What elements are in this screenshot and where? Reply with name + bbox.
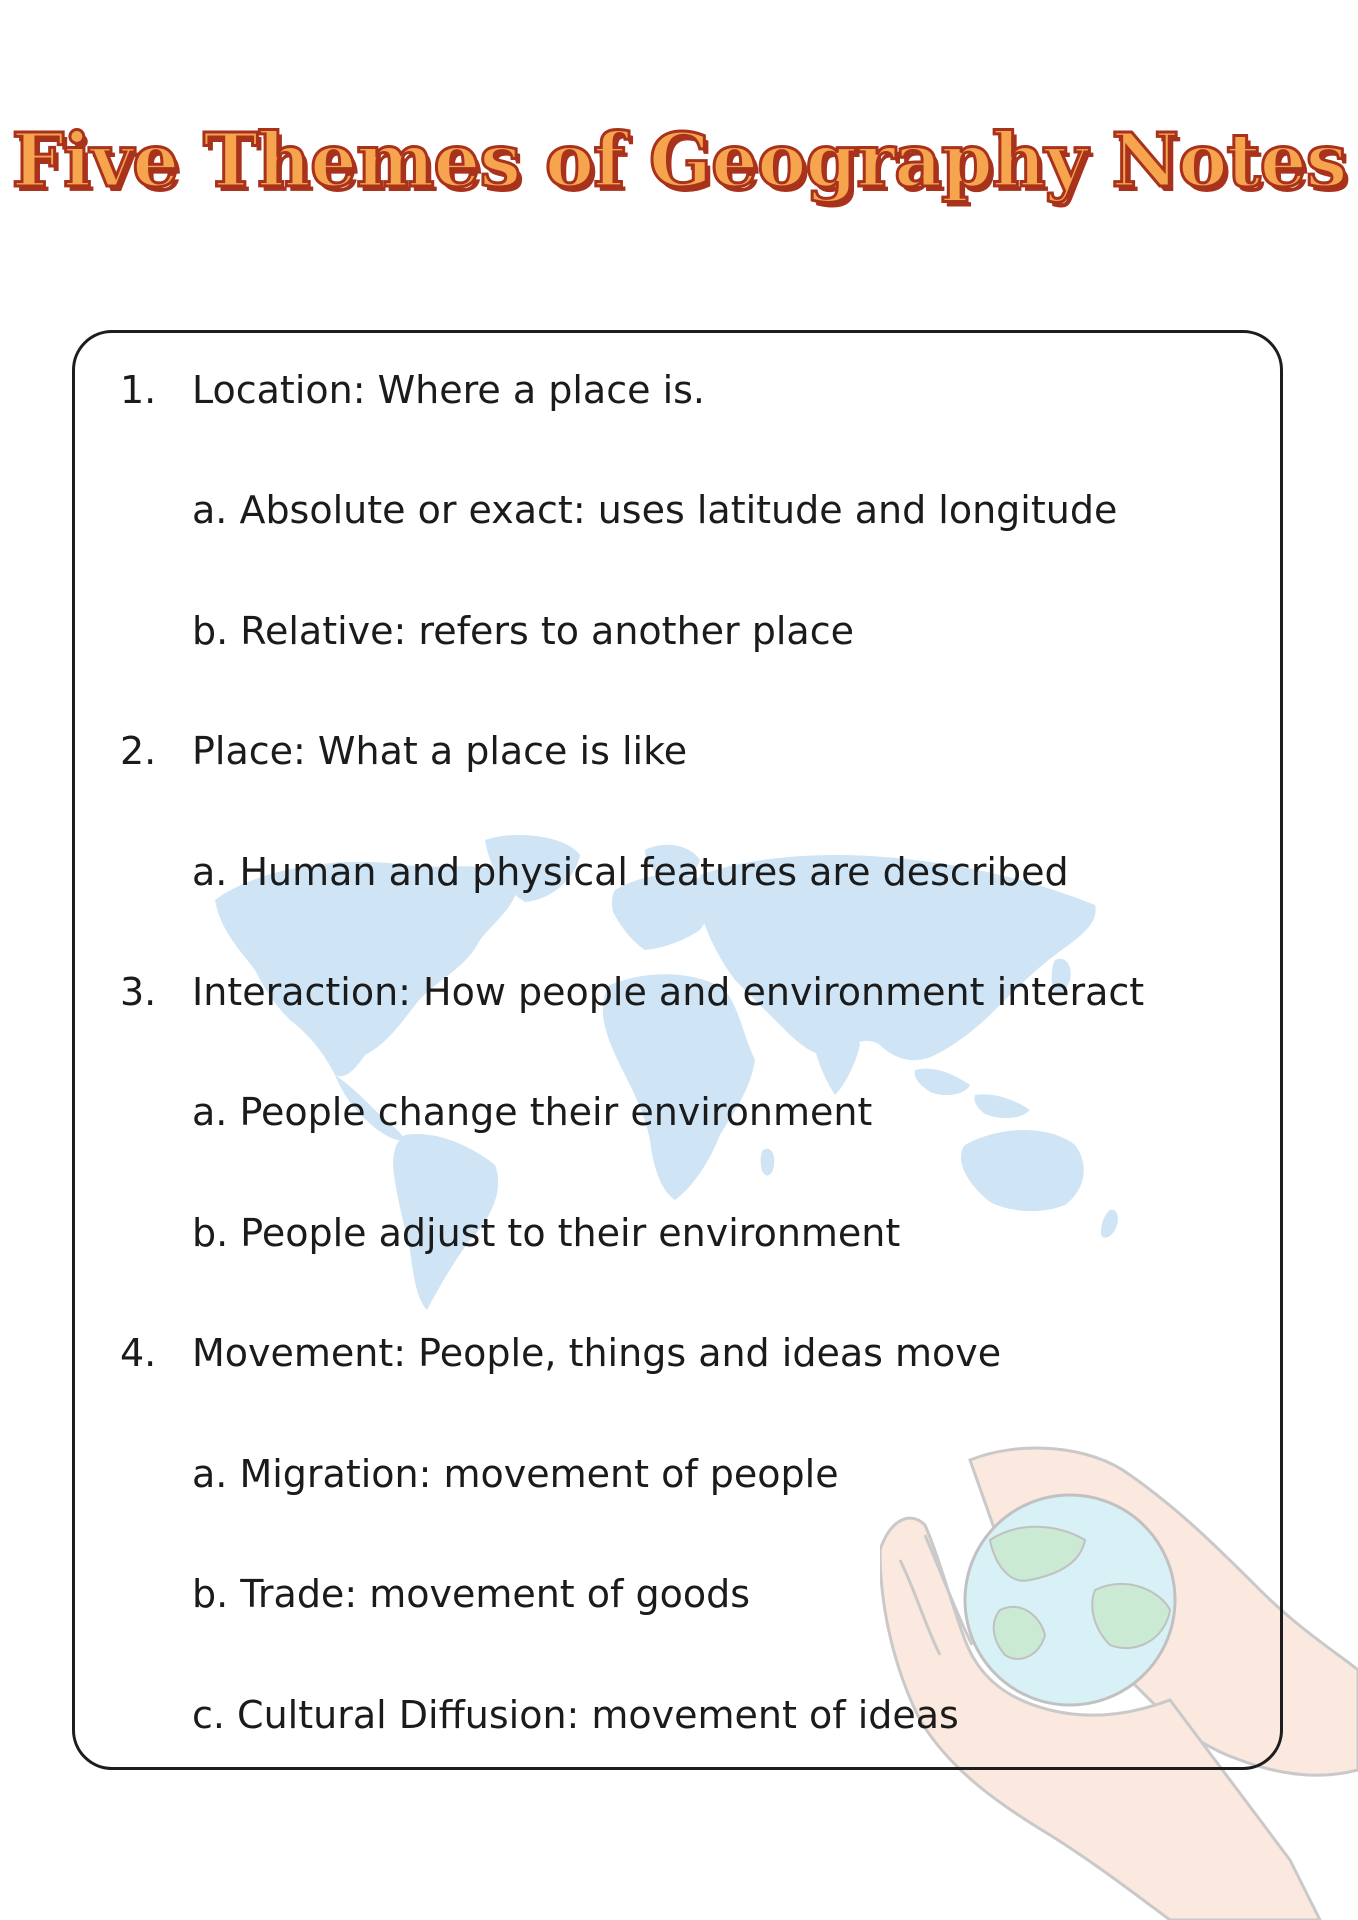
list-number: 3.	[120, 970, 157, 1014]
sub-item: c. Cultural Diffusion: movement of ideas	[192, 1693, 959, 1737]
list-number: 2.	[120, 729, 157, 773]
sub-item: b. Relative: refers to another place	[192, 609, 854, 653]
sub-item: b. People adjust to their environment	[192, 1211, 901, 1255]
sub-item: a. Absolute or exact: uses latitude and longitude	[192, 488, 1118, 532]
list-item: Movement: People, things and ideas move	[192, 1331, 1002, 1375]
list-item: Location: Where a place is.	[192, 368, 705, 412]
list-item: Interaction: How people and environment interact	[192, 970, 1145, 1014]
sub-item: a. Human and physical features are described	[192, 850, 1069, 894]
page-title: Five Themes of Geography Notes	[11, 118, 1347, 204]
notes-box	[72, 330, 1283, 1770]
list-number: 4.	[120, 1331, 157, 1375]
list-item: Place: What a place is like	[192, 729, 688, 773]
sub-item: a. Migration: movement of people	[192, 1452, 839, 1496]
sub-item: b. Trade: movement of goods	[192, 1572, 751, 1616]
list-number: 1.	[120, 368, 157, 412]
sub-item: a. People change their environment	[192, 1090, 873, 1134]
